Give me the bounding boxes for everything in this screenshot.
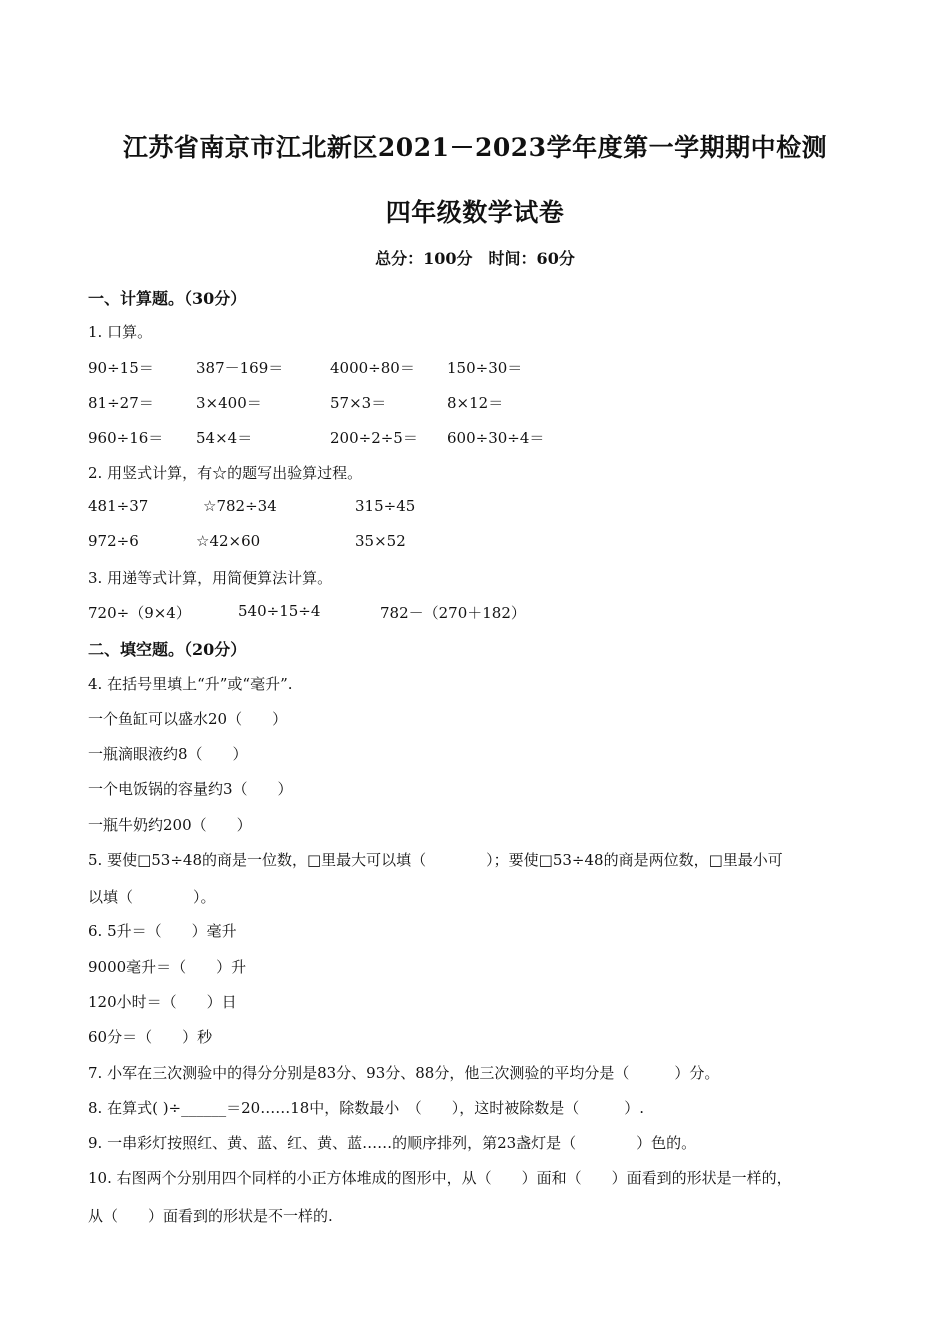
question-2-label: 2. 用竖式计算，有☆的题写出验算过程。 — [88, 464, 363, 482]
mental-calc-item: 387－169＝ — [196, 359, 284, 377]
mental-calc-item: 960÷16＝ — [88, 429, 164, 447]
question-4-item: 一个鱼缸可以盛水20（ ） — [88, 710, 288, 728]
question-6-item: 9000毫升＝（ ）升 — [88, 958, 247, 976]
question-7: 7. 小军在三次测验中的得分分别是83分、93分、88分，他三次测验的平均分是（ ）分。 — [88, 1064, 720, 1082]
vertical-calc-item: 315÷45 — [355, 497, 416, 515]
question-9: 9. 一串彩灯按照红、黄、蓝、红、黄、蓝……的顺序排列，第23盏灯是（ ）色的。 — [88, 1134, 697, 1152]
question-4-label: 4. 在括号里填上“升”或“毫升”. — [88, 675, 293, 693]
exam-title-line2: 四年级数学试卷 — [385, 198, 565, 227]
question-6-item: 60分＝（ ）秒 — [88, 1028, 213, 1046]
question-4-item: 一瓶滴眼液约8（ ） — [88, 745, 248, 763]
vertical-calc-item: ☆42×60 — [196, 532, 261, 550]
mental-calc-item: 54×4＝ — [196, 429, 253, 447]
question-3-label: 3. 用递等式计算，用简便算法计算。 — [88, 569, 333, 587]
question-5-line1: 5. 要使□53÷48的商是一位数，□里最大可以填（ ）；要使□53÷48的商是两位数，□里最小可 — [88, 851, 783, 869]
mental-calc-item: 3×400＝ — [196, 394, 262, 412]
question-4-item: 一瓶牛奶约200（ ） — [88, 816, 252, 834]
question-6-item: 6. 5升＝（ ）毫升 — [88, 922, 237, 940]
question-8: 8. 在算式( )÷______＝20……18中，除数最小 （ ），这时被除数是（ ）. — [88, 1099, 645, 1117]
section-heading-fill-blank: 二、填空题。（20分） — [88, 640, 247, 659]
vertical-calc-item: 972÷6 — [88, 532, 139, 550]
exam-title-line1: 江苏省南京市江北新区2021－2023学年度第一学期期中检测 — [122, 133, 828, 162]
stepwise-calc-item: 720÷（9×4） — [88, 604, 191, 622]
stepwise-calc-item: 782－（270＋182） — [380, 604, 526, 622]
question-6-item: 120小时＝（ ）日 — [88, 993, 237, 1011]
stepwise-calc-item: 540÷15÷4 — [238, 602, 321, 620]
vertical-calc-item: ☆782÷34 — [203, 497, 277, 515]
mental-calc-item: 200÷2÷5＝ — [330, 429, 418, 447]
question-10-line2: 从（ ）面看到的形状是不一样的. — [88, 1207, 333, 1225]
mental-calc-item: 57×3＝ — [330, 394, 387, 412]
mental-calc-item: 90÷15＝ — [88, 359, 154, 377]
mental-calc-item: 4000÷80＝ — [330, 359, 415, 377]
question-5-line2: 以填（ ）。 — [88, 888, 216, 906]
question-10-line1: 10. 右图两个分别用四个同样的小正方体堆成的图形中，从（ ）面和（ ）面看到的形状是一样的， — [88, 1169, 792, 1187]
mental-calc-item: 150÷30＝ — [447, 359, 523, 377]
section-heading-calculation: 一、计算题。（30分） — [88, 289, 247, 308]
question-1-label: 1. 口算。 — [88, 323, 153, 341]
mental-calc-item: 600÷30÷4＝ — [447, 429, 545, 447]
mental-calc-item: 8×12＝ — [447, 394, 504, 412]
question-4-item: 一个电饭锅的容量约3（ ） — [88, 780, 293, 798]
exam-subtitle: 总分：100分 时间：60分 — [375, 249, 575, 268]
vertical-calc-item: 35×52 — [355, 532, 406, 550]
mental-calc-item: 81÷27＝ — [88, 394, 154, 412]
vertical-calc-item: 481÷37 — [88, 497, 149, 515]
